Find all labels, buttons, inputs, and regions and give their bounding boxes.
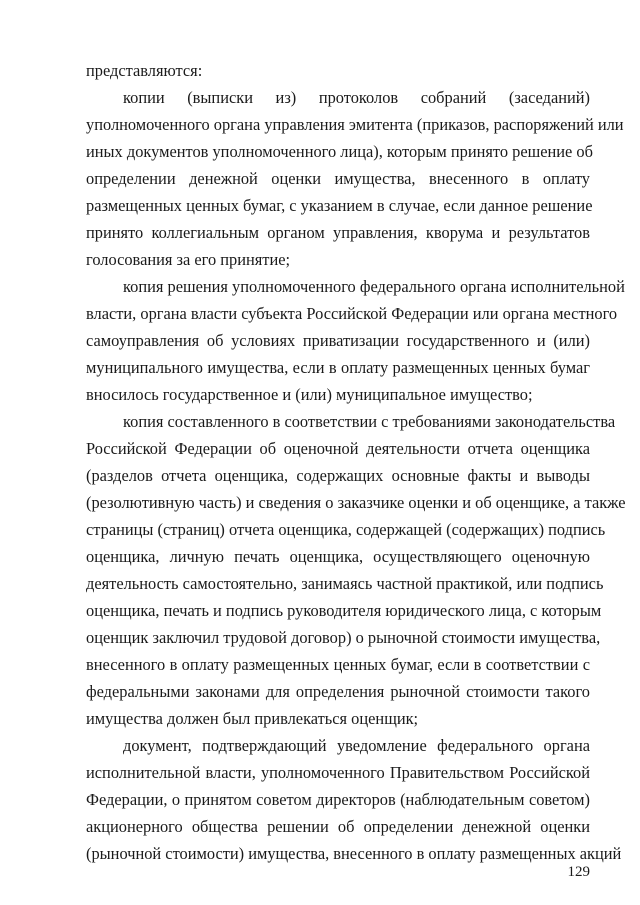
text-line: документ, подтверждающий уведомление федерального органа — [123, 736, 590, 755]
text-line: вносилось государственное и (или) муниципальное имущество; — [86, 385, 533, 404]
text-line: самоуправления об условиях приватизации государственного и (или) — [86, 331, 590, 350]
text-line: (разделов отчета оценщика, содержащих основные факты и выводы — [86, 466, 590, 485]
text-line: (рыночной стоимости) имущества, внесенного в оплату размещенных акций — [86, 844, 622, 863]
page-number: 129 — [567, 864, 590, 880]
text-line: размещенных ценных бумаг, с указанием в случае, если данное решение — [86, 196, 593, 215]
text-line: внесенного в оплату размещенных ценных бумаг, если в соответствии с — [86, 655, 590, 674]
text-line: муниципального имущества, если в оплату размещенных ценных бумаг — [86, 358, 590, 377]
text-line: голосования за его принятие; — [86, 250, 291, 269]
text-line: оценщик заключил трудовой договор) о рыночной стоимости имущества, — [86, 628, 601, 647]
text-line: власти, органа власти субъекта Российской Федерации или органа местного — [86, 304, 618, 323]
text-line: принято коллегиальным органом управления, кворума и результатов — [86, 223, 590, 242]
text-line: федеральными законами для определения рыночной стоимости такого — [86, 682, 590, 701]
text-line: исполнительной власти, уполномоченного Правительством Российской — [86, 763, 590, 782]
text-line: копия составленного в соответствии с требованиями законодательства — [123, 412, 616, 431]
text-line: оценщика, личную печать оценщика, осуществляющего оценочную — [86, 547, 590, 566]
text-line: акционерного общества решении об определении денежной оценки — [86, 817, 590, 836]
text-line: имущества должен был привлекаться оценщик; — [86, 709, 419, 728]
text-line: (резолютивную часть) и сведения о заказчике оценки и об оценщике, а также — [86, 493, 626, 512]
text-line: оценщика, печать и подпись руководителя юридического лица, с которым — [86, 601, 602, 620]
text-line: иных документов уполномоченного лица), которым принято решение об — [86, 142, 593, 161]
text-line: Российской Федерации об оценочной деятельности отчета оценщика — [86, 439, 590, 458]
text-line: Федерации, о принятом советом директоров (наблюдательным советом) — [86, 790, 590, 809]
text-line: копии (выписки из) протоколов собраний (заседаний) — [123, 88, 590, 107]
text-line: деятельность самостоятельно, занимаясь частной практикой, или подпись — [86, 574, 604, 593]
text-line: определении денежной оценки имущества, внесенного в оплату — [86, 169, 590, 188]
text-line: представляются: — [86, 61, 203, 80]
text-line: страницы (страниц) отчета оценщика, содержащей (содержащих) подпись — [86, 520, 606, 539]
text-line: уполномоченного органа управления эмитента (приказов, распоряжений или — [86, 115, 624, 134]
text-line: копия решения уполномоченного федерального органа исполнительной — [123, 277, 625, 296]
